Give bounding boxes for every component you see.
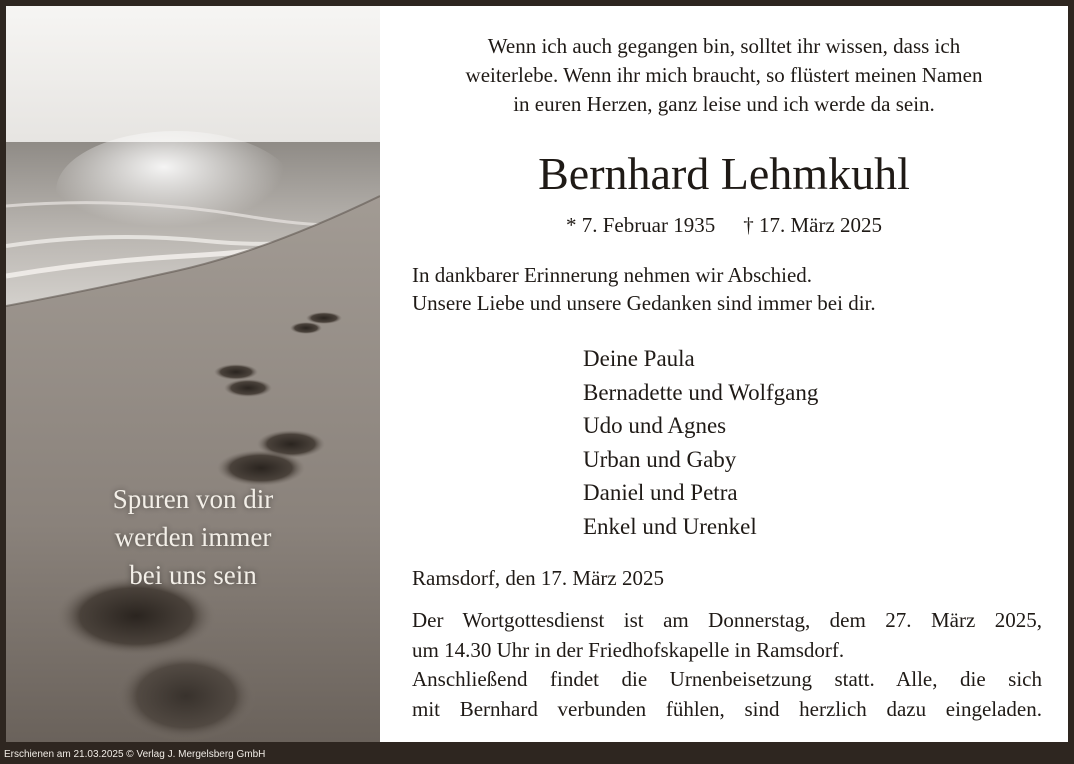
- mourner: Bernadette und Wolfgang: [583, 379, 819, 405]
- obituary-text-panel: [380, 6, 1068, 742]
- service-line: Der Wortgottesdienst ist am Donnerstag, dem 27. März 2025,: [412, 608, 1042, 632]
- place-date: Ramsdorf, den 17. März 2025: [412, 566, 664, 590]
- service-line: um 14.30 Uhr in der Friedhofskapelle in Ramsdorf.: [412, 637, 845, 662]
- photo-motto: [6, 480, 380, 594]
- service-info: [412, 606, 1042, 724]
- service-line: mit Bernhard verbunden fühlen, sind herzlich dazu eingeladen.: [412, 696, 1042, 721]
- service-line: Anschließend findet die Urnenbeisetzung statt. Alle, die sich: [412, 667, 1042, 691]
- mourner: Udo und Agnes: [583, 413, 727, 439]
- motto-line: bei uns sein: [129, 560, 257, 590]
- poem-line: Wenn ich auch gegangen bin, solltet ihr wissen, dass ich: [487, 34, 961, 58]
- birth-date: * 7. Februar 1935: [565, 213, 716, 237]
- life-dates: [380, 211, 1068, 239]
- mourners-list: [583, 342, 818, 544]
- poem-line: weiterlebe. Wenn ihr mich braucht, so flüstert meinen Namen: [465, 63, 983, 87]
- mourner: Daniel und Petra: [583, 480, 738, 506]
- death-date: † 17. März 2025: [743, 213, 883, 237]
- poem-line: in euren Herzen, ganz leise und ich werde da sein.: [513, 92, 935, 116]
- mourner: Enkel und Urenkel: [583, 513, 757, 539]
- mourner: Urban und Gaby: [583, 446, 737, 472]
- beach-footprints-photo: [6, 6, 380, 742]
- publication-footer: Erschienen am 21.03.2025 © Verlag J. Mergelsberg GmbH: [4, 749, 266, 760]
- farewell-line: Unsere Liebe und unsere Gedanken sind immer bei dir.: [412, 291, 876, 315]
- poem: [380, 32, 1068, 119]
- farewell-line: In dankbarer Erinnerung nehmen wir Abschied.: [412, 263, 813, 287]
- motto-line: werden immer: [114, 522, 272, 552]
- mourner: Deine Paula: [583, 346, 695, 371]
- motto-line: Spuren von dir: [112, 484, 274, 514]
- deceased-name: Bernhard Lehmkuhl: [538, 148, 910, 199]
- farewell-text: [412, 261, 876, 317]
